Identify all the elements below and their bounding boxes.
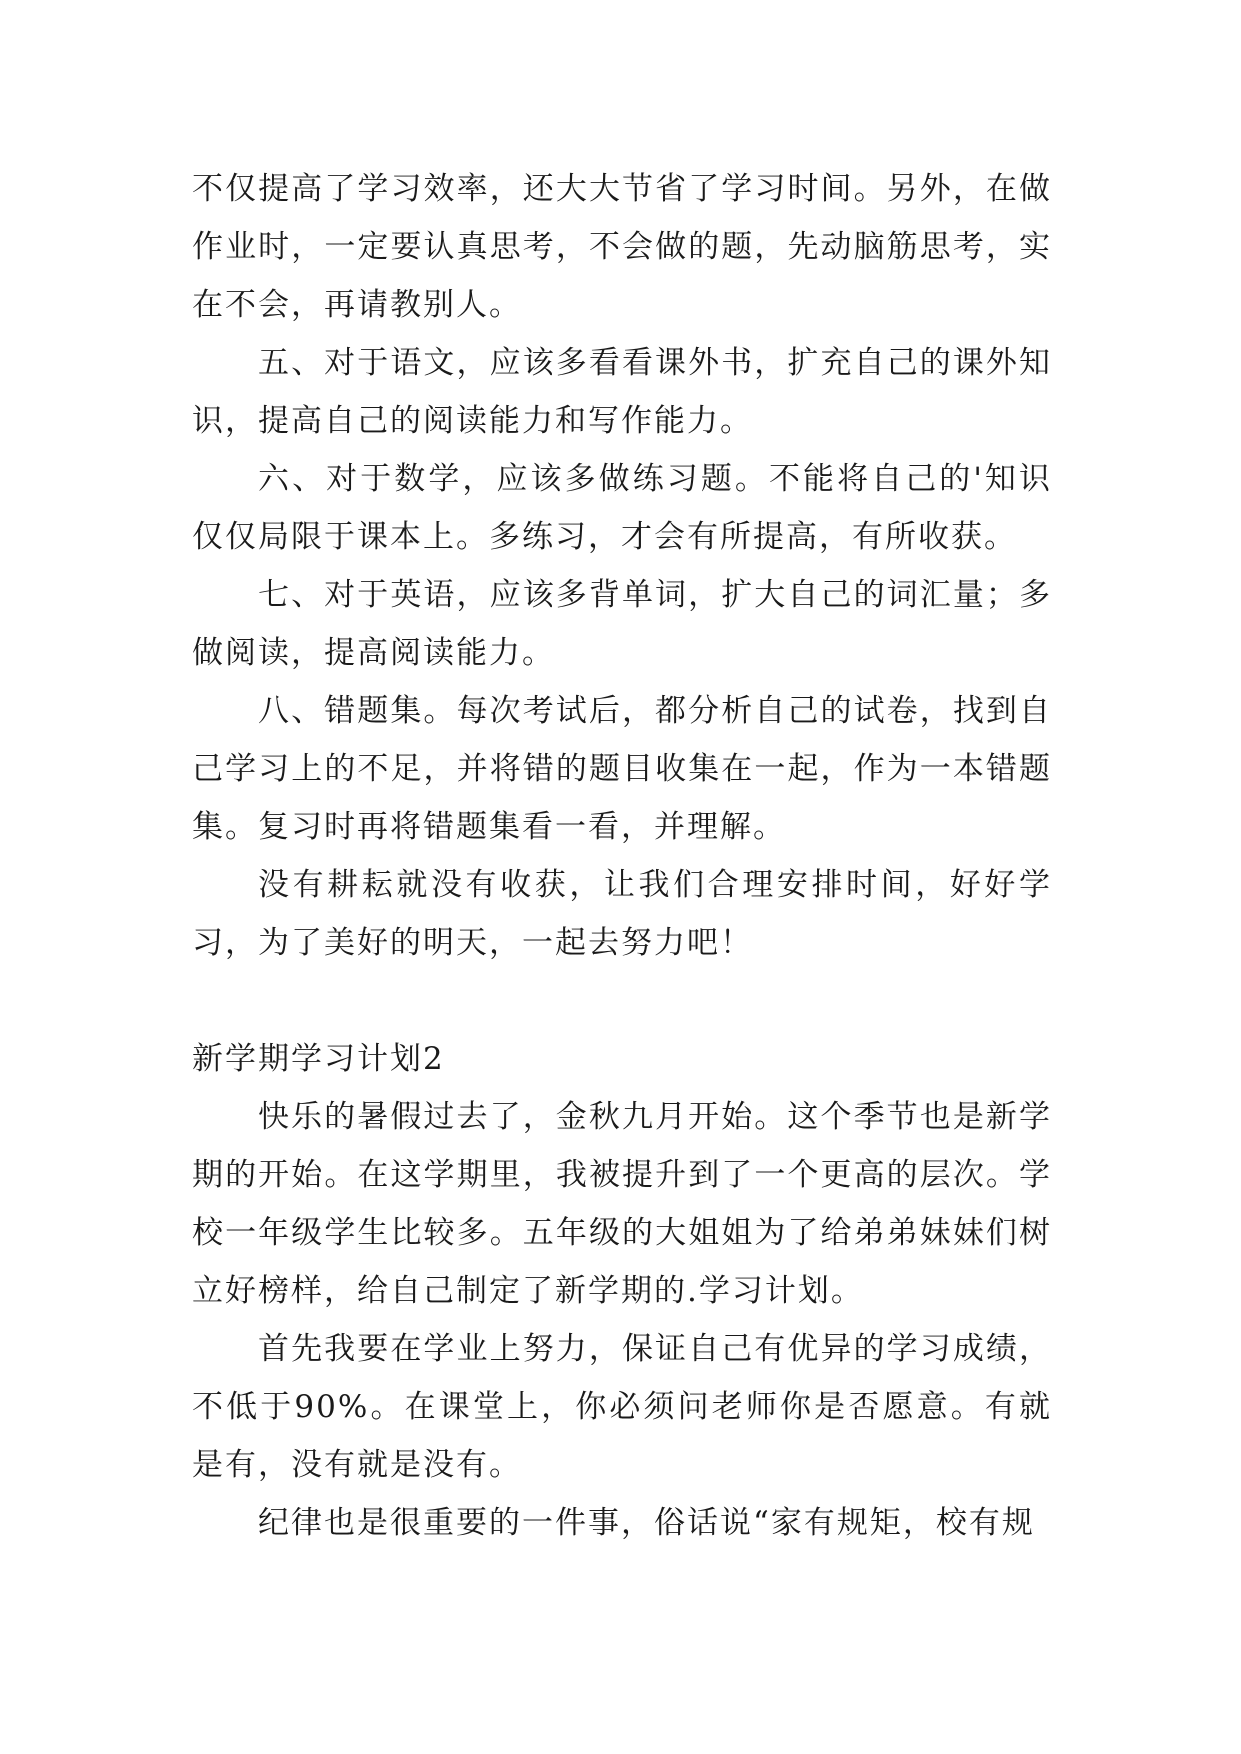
paragraph-chinese-advice: 五、对于语文，应该多看看课外书，扩充自己的课外知识，提高自己的阅读能力和写作能力。 bbox=[192, 345, 1052, 439]
paragraph-discipline: 纪律也是很重要的一件事，俗话说“家有规矩，校有规 bbox=[258, 1505, 1035, 1541]
paragraph-english-advice: 七、对于英语，应该多背单词，扩大自己的词汇量；多做阅读，提高阅读能力。 bbox=[192, 577, 1052, 671]
document-body bbox=[192, 160, 1052, 1552]
section-heading: 新学期学习计划2 bbox=[192, 1041, 445, 1077]
paragraph-study-goal: 首先我要在学业上努力，保证自己有优异的学习成绩，不低于90%。在课堂上，你必须问老师你是否愿意。有就是有，没有就是没有。 bbox=[192, 1331, 1052, 1483]
paragraph-intro: 快乐的暑假过去了，金秋九月开始。这个季节也是新学期的开始。在这学期里，我被提升到了一个更高的层次。学校一年级学生比较多。五年级的大姐姐为了给弟弟妹妹们树立好榜样，给自己制定了新学期的.学习计划。 bbox=[192, 1099, 1052, 1309]
paragraph-continued: 不仅提高了学习效率，还大大节省了学习时间。另外，在做作业时，一定要认真思考，不会做的题，先动脑筋思考，实在不会，再请教别人。 bbox=[192, 171, 1052, 323]
paragraph-conclusion: 没有耕耘就没有收获，让我们合理安排时间，好好学习，为了美好的明天，一起去努力吧！ bbox=[192, 867, 1052, 961]
paragraph-mistake-collection: 八、错题集。每次考试后，都分析自己的试卷，找到自己学习上的不足，并将错的题目收集在一起，作为一本错题集。复习时再将错题集看一看，并理解。 bbox=[192, 693, 1052, 845]
paragraph-math-advice: 六、对于数学，应该多做练习题。不能将自己的'知识仅仅局限于课本上。多练习，才会有所提高，有所收获。 bbox=[192, 461, 1052, 555]
